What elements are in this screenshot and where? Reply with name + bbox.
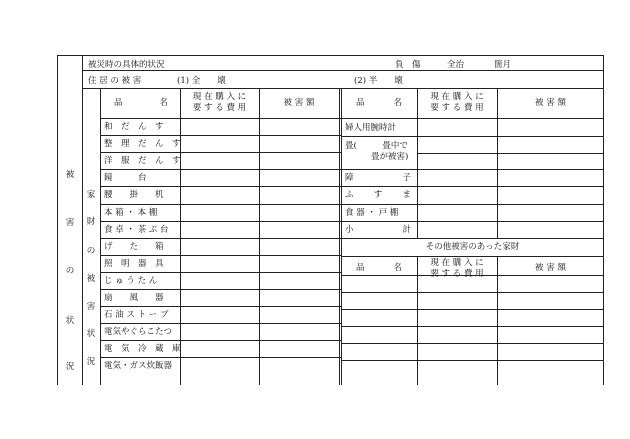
left-header-damage: 被 害 額: [283, 98, 315, 108]
option-total-collapse: (1) 全 壊: [177, 76, 226, 86]
right-row-line: [417, 153, 604, 154]
other-row-line: [341, 326, 604, 327]
left-item-6: 本 箱 ・ 本 棚: [104, 207, 158, 218]
right-row-line: [341, 238, 604, 239]
left-item-8: げ た 箱: [104, 241, 164, 252]
left-row-line: [100, 255, 341, 256]
col-line-left-damage-b: [341, 88, 342, 385]
left-item-4: 鏡 台: [104, 173, 147, 184]
left-item-3: 洋 服 だ ん す: [104, 156, 181, 167]
months-suffix: 箇月: [494, 60, 512, 70]
left-row-line: [100, 135, 341, 136]
left-row-line: [100, 238, 341, 239]
left-item-2: 整 理 だ ん す: [104, 139, 181, 150]
other-row-line: [341, 309, 604, 310]
left-item-10: じ ゅ う た ん: [104, 275, 158, 286]
other-header-item: 品 名: [356, 263, 402, 273]
other-row-line: [341, 275, 604, 276]
col-line-right-cost: [497, 88, 498, 238]
other-header-cost: 現 在 購 入 に 要 す る 費 用: [430, 258, 484, 279]
left-header-cost: 現 在 購 入 に 要 す る 費 用: [192, 92, 247, 113]
inner-side-label: 家 財 の 被 害 状 況: [86, 190, 96, 367]
other-row-line: [341, 360, 604, 361]
right-header-damage: 被 害 額: [535, 98, 566, 108]
left-row-line: [100, 204, 341, 205]
right-header-cost: 現 在 購 入 に 要 す る 費 用: [430, 92, 484, 113]
left-item-15: 電気・ガス炊飯器: [104, 361, 173, 372]
header-divider-2: [82, 88, 604, 89]
left-row-line: [100, 272, 341, 273]
right-row-line: [341, 136, 604, 137]
right-row-line: [341, 169, 604, 170]
other-section-divider: [341, 256, 604, 257]
injury-label: 負 傷: [395, 60, 421, 70]
left-header-item: 品 名: [114, 98, 168, 108]
item-tableware: 食 器 ・ 戸 棚: [345, 208, 399, 218]
other-header-damage: 被 害 額: [535, 263, 566, 273]
other-row-line: [341, 292, 604, 293]
item-womens-watch: 婦人用腕時計: [345, 123, 397, 133]
left-row-line: [100, 152, 341, 153]
left-row-line: [100, 221, 341, 222]
left-item-9: 照 明 器 具: [104, 258, 164, 269]
outer-side-label: 被 害 の 状 況: [65, 170, 75, 372]
right-row-line: [341, 221, 604, 222]
left-item-12: 石 油 ス ト ー ブ: [104, 310, 169, 321]
right-header-divider: [341, 118, 604, 119]
left-row-line: [100, 186, 341, 187]
header-divider-1: [82, 70, 604, 71]
left-item-11: 扇 風 器: [104, 293, 164, 303]
item-shoji: 障 子: [345, 173, 411, 183]
right-row-line: [341, 204, 604, 205]
specific-situation-label: 被災時の具体的状況: [88, 60, 165, 70]
right-header-item: 品 名: [356, 98, 402, 108]
left-item-7: 食 卓 ・ 茶 ぶ 台: [104, 224, 169, 235]
option-half-collapse: (2) 半 壊: [354, 76, 403, 86]
left-row-line: [100, 306, 341, 307]
other-row-line: [341, 343, 604, 344]
left-item-14: 電 気 冷 蔵 庫: [104, 344, 181, 355]
left-row-line: [100, 323, 341, 324]
other-damaged-items-title: その他被害のあった家財: [425, 242, 520, 252]
right-row-line: [341, 186, 604, 187]
item-tatami-line2: 畳が被害): [371, 152, 409, 162]
left-header-divider: [100, 118, 341, 119]
left-item-1: 和 だ ん す: [104, 122, 164, 132]
left-row-line: [100, 357, 341, 358]
left-item-13: 電気やぐらこたつ: [104, 327, 173, 338]
left-item-5: 腰 掛 机: [104, 190, 164, 201]
left-row-line: [100, 289, 341, 290]
left-row-line: [100, 340, 341, 341]
housing-damage-label: 住 居 の 被 害: [88, 76, 142, 86]
full-recovery-label: 全治: [447, 60, 465, 70]
item-fusuma: ふ す ま: [345, 190, 411, 200]
left-row-line: [100, 169, 341, 170]
item-tatami-line1: 畳( 畳中で: [345, 141, 408, 151]
item-subtotal: 小 計: [345, 225, 411, 235]
